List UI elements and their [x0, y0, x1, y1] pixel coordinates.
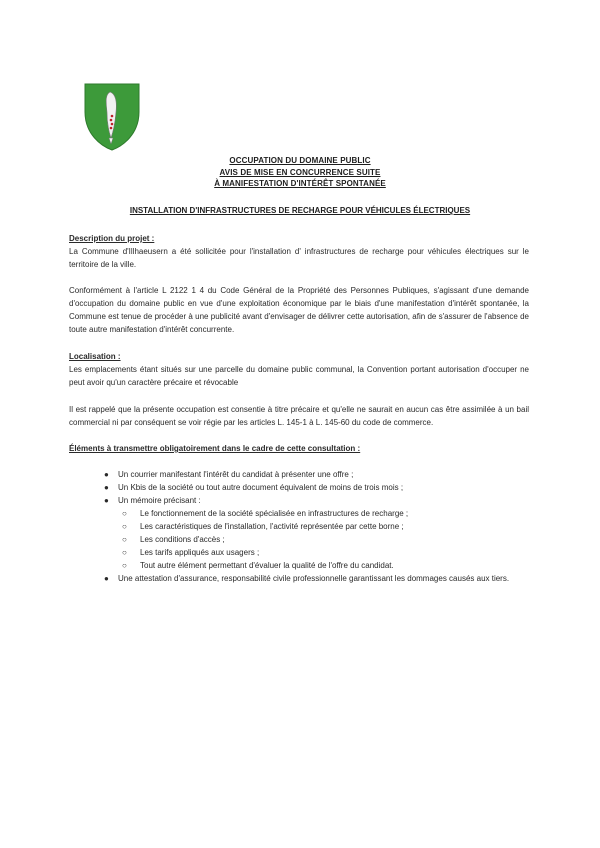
- localisation-paragraph-2: Il est rappelé que la présente occupation est consentie à titre précaire et qu'elle ne saurait en aucun cas être assimilée à un bail commercial ni par conséquent se voir régie par les articles L. 145-1 à L. 145-60 du code de commerce.: [69, 405, 529, 427]
- localisation-heading: Localisation :: [69, 352, 121, 361]
- sub-list-item: [104, 559, 524, 572]
- document-title-block: [0, 155, 600, 190]
- sub-list-item-text: Tout autre élément permettant d'évaluer la qualité de l'offre du candidat.: [140, 561, 394, 570]
- localisation-paragraph-1: Les emplacements étant situés sur une parcelle du domaine public communal, la Convention portant autorisation d'occuper ne peut avoir qu'un caractère précaire et révocable: [69, 365, 529, 387]
- sub-list-item: [104, 520, 524, 533]
- list-item: [104, 481, 524, 494]
- title-line-1: OCCUPATION DU DOMAINE PUBLIC: [229, 156, 371, 165]
- bullet-icon: ●: [104, 470, 109, 479]
- sub-list-item: [104, 507, 524, 520]
- elements-heading: Éléments à transmettre obligatoirement dans le cadre de cette consultation :: [69, 444, 361, 453]
- circle-bullet-icon: ○: [122, 535, 127, 544]
- document-subtitle: INSTALLATION D'INFRASTRUCTURES DE RECHARGE POUR VÉHICULES ÉLECTRIQUES: [129, 206, 471, 215]
- localisation-paragraph-2-block: [69, 403, 529, 429]
- list-item-text: Un mémoire précisant :: [118, 496, 201, 505]
- required-documents-list: [104, 468, 524, 585]
- sub-list-item-text: Les tarifs appliqués aux usagers ;: [140, 548, 260, 557]
- bullet-icon: ●: [104, 496, 109, 505]
- circle-bullet-icon: ○: [122, 548, 127, 557]
- circle-bullet-icon: ○: [122, 522, 127, 531]
- municipal-crest-logo: [83, 82, 141, 152]
- bullet-icon: ●: [104, 574, 109, 583]
- localisation-section: [69, 350, 529, 389]
- bullet-icon: ●: [104, 483, 109, 492]
- circle-bullet-icon: ○: [122, 561, 127, 570]
- list-item-text: Un Kbis de la société ou tout autre document équivalent de moins de trois mois ;: [118, 483, 404, 492]
- description-paragraph-1: La Commune d'Illhaeusern a été sollicitée pour l'installation d' infrastructures de recharge pour véhicules électriques sur le territoire de la ville.: [69, 247, 529, 269]
- list-item: [104, 468, 524, 481]
- sub-list-item-text: Les caractéristiques de l'installation, l'activité représentée par cette borne ;: [140, 522, 404, 531]
- sub-list-item: [104, 546, 524, 559]
- list-item-text: Une attestation d'assurance, responsabilité civile professionnelle garantissant les dommages causés aux tiers.: [118, 574, 510, 583]
- list-item-text: Un courrier manifestant l'intérêt du candidat à présenter une offre ;: [118, 470, 354, 479]
- description-heading: Description du projet :: [69, 234, 155, 243]
- sub-list-item-text: Les conditions d'accès ;: [140, 535, 225, 544]
- list-item: [104, 572, 524, 585]
- sub-list-item-text: Le fonctionnement de la société spécialisée en infrastructures de recharge ;: [140, 509, 409, 518]
- description-paragraph-2: Conformément à l'article L 2122 1 4 du Code Général de la Propriété des Personnes Publiques, s'agissant d'une demande d'occupation du domaine public en vue d'une exploitation économique par le biais d'une manifestation d'intérêt spontanée, la Commune est tenue de procéder à une publicité avant d'envisager de délivrer cette autorisation, afin de s'assurer de l'absence de toute autre manifestation d'intérêt concurrente.: [69, 286, 529, 334]
- sub-list-item: [104, 533, 524, 546]
- title-line-3: À MANIFESTATION D'INTÉRÊT SPONTANÉE: [214, 179, 386, 188]
- description-section: [69, 232, 529, 271]
- circle-bullet-icon: ○: [122, 509, 127, 518]
- list-item: [104, 494, 524, 507]
- description-paragraph-2-block: [69, 284, 529, 336]
- elements-heading-block: [69, 442, 529, 455]
- title-line-2: AVIS DE MISE EN CONCURRENCE SUITE: [219, 167, 381, 177]
